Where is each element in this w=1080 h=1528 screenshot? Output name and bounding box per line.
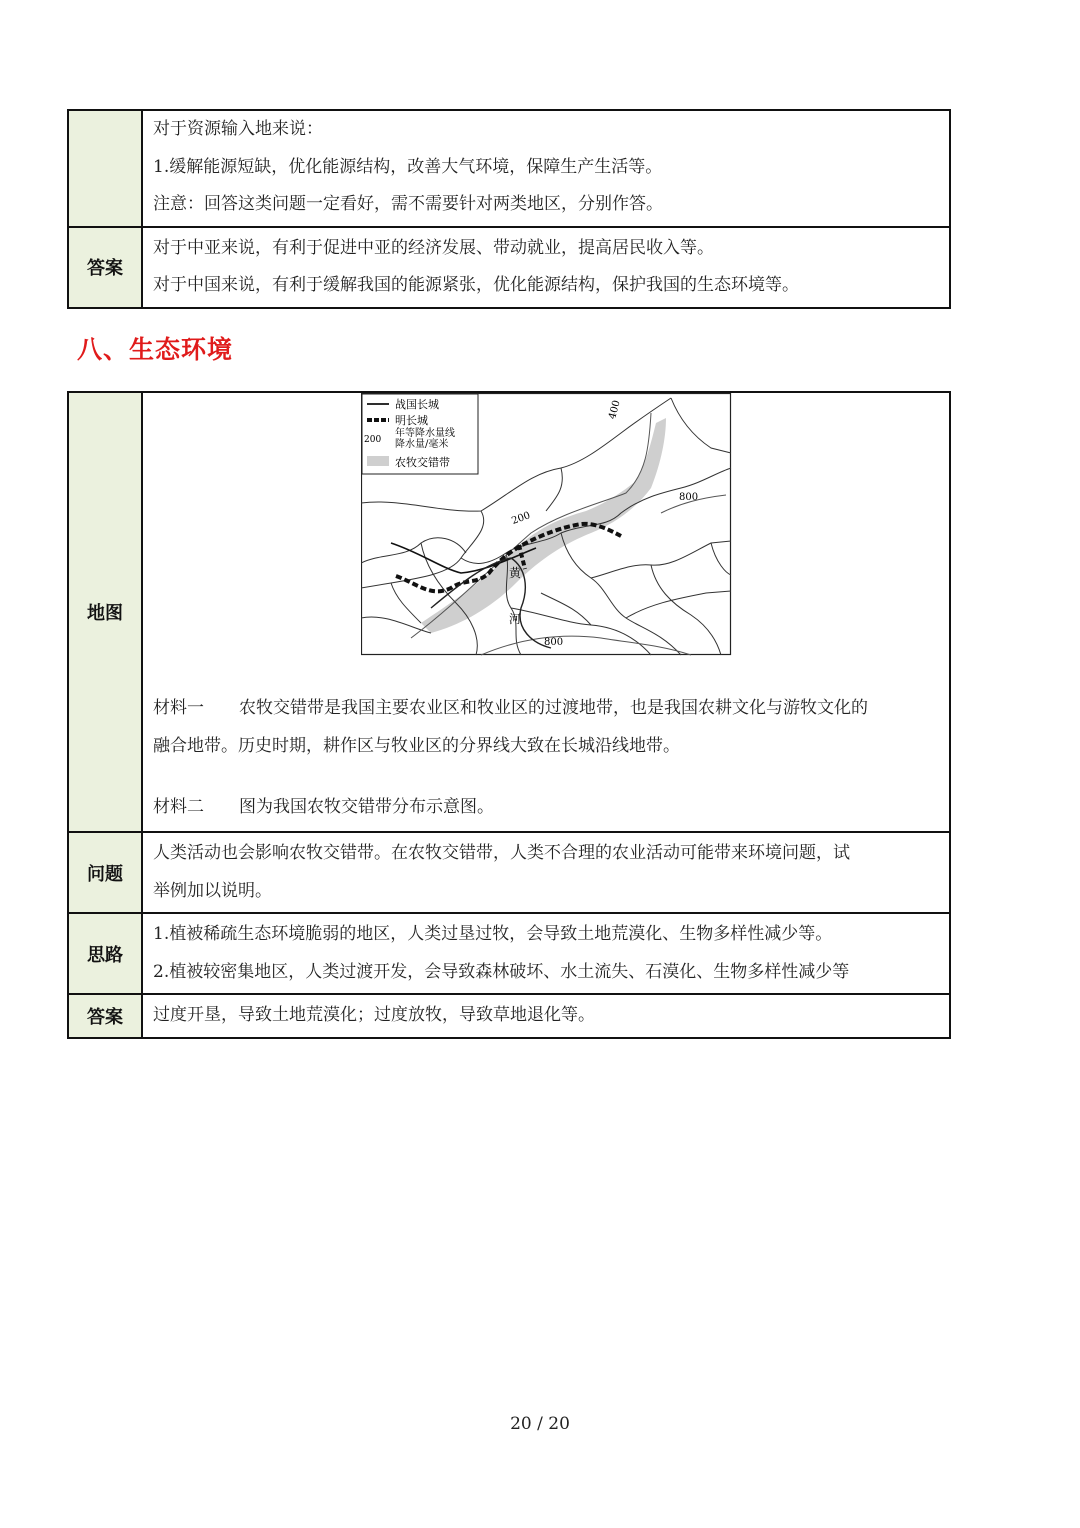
isohyet-label: 400 xyxy=(607,399,623,421)
answer-label: 答案 xyxy=(68,227,142,308)
map-label: 地图 xyxy=(68,392,142,832)
legend-sample: 200 xyxy=(364,435,382,445)
map-content xyxy=(142,392,950,832)
text-line: 过度开垦，导致土地荒漠化；过度放牧，导致草地退化等。 xyxy=(153,1005,595,1025)
legend-item: 明长城 xyxy=(395,414,428,427)
answer-content xyxy=(142,227,950,308)
legend-item: 农牧交错带 xyxy=(395,456,450,469)
question-label: 问题 xyxy=(68,832,142,913)
material-one xyxy=(153,690,941,765)
question-content xyxy=(142,832,950,913)
table-row xyxy=(68,994,950,1038)
approach-content xyxy=(142,913,950,994)
table-row xyxy=(68,913,950,994)
text-line: 对于中国来说，有利于缓解我国的能源紧张，优化能源结构，保护我国的生态环境等。 xyxy=(153,275,799,295)
table-row xyxy=(68,832,950,913)
text-line: 1.缓解能源短缺，优化能源结构，改善大气环境，保障生产生活等。 xyxy=(153,156,663,177)
text-line: 对于中亚来说，有利于促进中亚的经济发展、带动就业，提高居民收入等。 xyxy=(153,237,714,258)
row-label-empty xyxy=(68,110,142,227)
qa-table-1 xyxy=(67,109,951,309)
text-line: 融合地带。历史时期，耕作区与牧业区的分界线大致在长城沿线地带。 xyxy=(153,735,680,756)
river-char: 河 xyxy=(509,612,522,626)
material-two xyxy=(153,789,941,827)
qa-table-2 xyxy=(67,391,951,1039)
table-row xyxy=(68,227,950,308)
text-line: 人类活动也会影响农牧交错带。在农牧交错带，人类不合理的农业活动可能带来环境问题，试 xyxy=(153,843,850,863)
text-line: 注意：回答这类问题一定看好，需不需要针对两类地区，分别作答。 xyxy=(153,194,663,214)
legend-item: 年等降水量线 xyxy=(395,428,455,439)
table-row xyxy=(68,110,950,227)
text-line: 2.植被较密集地区，人类过渡开发，会导致森林破坏、水土流失、石漠化、生物多样性减少等 xyxy=(153,961,850,982)
material-label: 材料二 xyxy=(153,797,204,817)
approach-label: 思路 xyxy=(68,913,142,994)
answer-content xyxy=(142,994,950,1038)
text-line: 图为我国农牧交错带分布示意图。 xyxy=(239,797,494,817)
legend-item: 战国长城 xyxy=(395,398,439,411)
isohyet-label: 200 xyxy=(510,510,532,527)
row-content xyxy=(142,110,950,227)
farming-pastoral-map xyxy=(361,393,732,656)
answer-label: 答案 xyxy=(68,994,142,1038)
river-char: 黄 xyxy=(509,566,522,580)
table-row xyxy=(68,392,950,832)
map-figure xyxy=(361,393,732,656)
isohyet-label: 800 xyxy=(544,637,564,648)
isohyet-label: 800 xyxy=(679,492,699,503)
text-line: 对于资源输入地来说： xyxy=(153,119,323,139)
legend-item: 降水量/毫米 xyxy=(395,439,449,450)
page-number: 20 / 20 xyxy=(510,1414,570,1434)
material-label: 材料一 xyxy=(153,698,204,718)
section-title: 八、生态环境 xyxy=(77,335,234,364)
text-line: 1.植被稀疏生态环境脆弱的地区，人类过垦过牧，会导致土地荒漠化、生物多样性减少等。 xyxy=(153,924,833,944)
text-line: 农牧交错带是我国主要农业区和牧业区的过渡地带，也是我国农耕文化与游牧文化的 xyxy=(239,698,868,718)
text-line: 举例加以说明。 xyxy=(153,880,272,901)
